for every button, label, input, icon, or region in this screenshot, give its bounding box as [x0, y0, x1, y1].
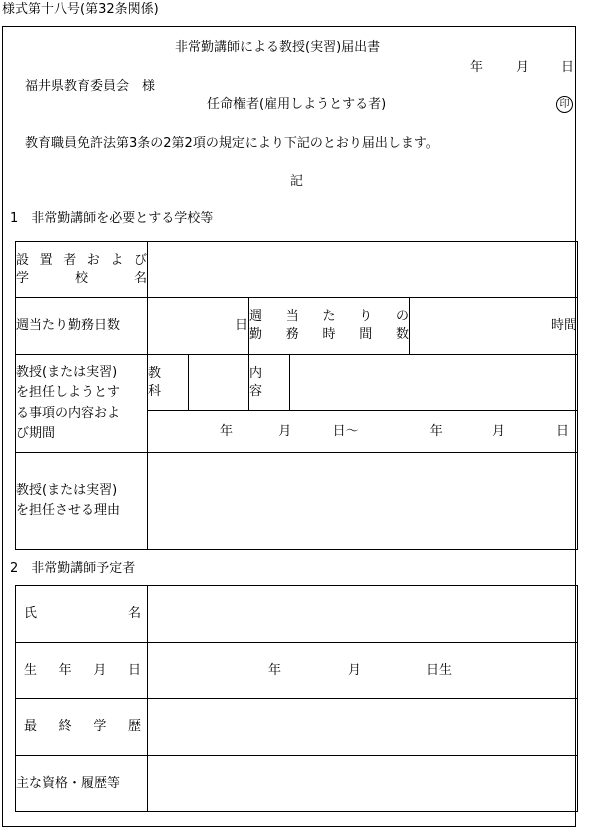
statement-text: 教育職員免許法第3条の2第2項の規定により下記のとおり届出します。 [25, 136, 439, 151]
form-number: 様式第十八号(第32条関係) [2, 2, 159, 17]
period-start-year: 年 [220, 423, 234, 439]
school-row [16, 242, 578, 298]
naiyo-label: 内 容 [249, 355, 290, 411]
naiyo-value-field[interactable] [290, 355, 578, 411]
date-day-label: 日 [561, 60, 575, 75]
period-end-month: 月 [491, 423, 505, 439]
school-label: 設 置 者 お よ び 学 校 名 [16, 242, 148, 298]
section1-heading: 1 非常勤講師を必要とする学校等 [10, 211, 214, 226]
birth-label: 生 年 月 日 [16, 643, 148, 699]
hours-unit: 時間 [551, 318, 578, 334]
period-start-day: 日～ [332, 423, 359, 439]
birth-day: 日生 [426, 662, 453, 678]
kyoka-label: 教 科 [148, 355, 189, 411]
form-title: 非常勤講師による教授(実習)届出書 [175, 40, 381, 55]
appointer-label: 任命権者(雇用しようとする者) [207, 97, 387, 112]
period-start-month: 月 [278, 423, 292, 439]
hours-value-field[interactable] [410, 298, 578, 355]
period-field[interactable] [148, 411, 578, 453]
days-unit: 日 [234, 318, 248, 334]
section2-heading: 2 非常勤講師予定者 [10, 561, 136, 576]
date-month-label: 月 [516, 60, 530, 75]
addressee: 福井県教育委員会 様 [25, 79, 156, 94]
qualification-row [16, 756, 578, 812]
name-value-field[interactable] [148, 586, 578, 643]
subject-label: 教授(または実習) を担任しようとす る事項の内容およ び期間 [16, 355, 148, 453]
education-row [16, 699, 578, 756]
reason-value-field[interactable] [148, 453, 578, 550]
lecturer-info-table [15, 585, 578, 812]
period-end-year: 年 [429, 423, 443, 439]
qualification-label: 主な資格・履歴等 [16, 756, 148, 812]
school-value-field[interactable] [148, 242, 578, 298]
education-value-field[interactable] [148, 699, 578, 756]
ki-label: 記 [290, 174, 304, 189]
school-info-table [15, 241, 578, 550]
workload-row [16, 298, 578, 355]
birth-month: 月 [348, 662, 362, 678]
days-value-field[interactable] [148, 298, 249, 355]
name-label: 氏 名 [16, 586, 148, 643]
period-end-day: 日 [556, 423, 570, 439]
birth-row [16, 643, 578, 699]
kyoka-value-field[interactable] [189, 355, 249, 411]
reason-row [16, 453, 578, 550]
qualification-value-field[interactable] [148, 756, 578, 812]
hours-label: 週 当 た り の 勤 務 時 間 数 [249, 298, 410, 355]
subject-row [16, 355, 578, 411]
days-label: 週当たり勤務日数 [16, 298, 148, 355]
birth-value-field[interactable] [148, 643, 578, 699]
date-year-label: 年 [470, 60, 484, 75]
reason-label: 教授(または実習) を担任させる理由 [16, 453, 148, 550]
education-label: 最 終 学 歴 [16, 699, 148, 756]
birth-year: 年 [268, 662, 282, 678]
seal-mark: 印 [556, 96, 573, 113]
name-row [16, 586, 578, 643]
